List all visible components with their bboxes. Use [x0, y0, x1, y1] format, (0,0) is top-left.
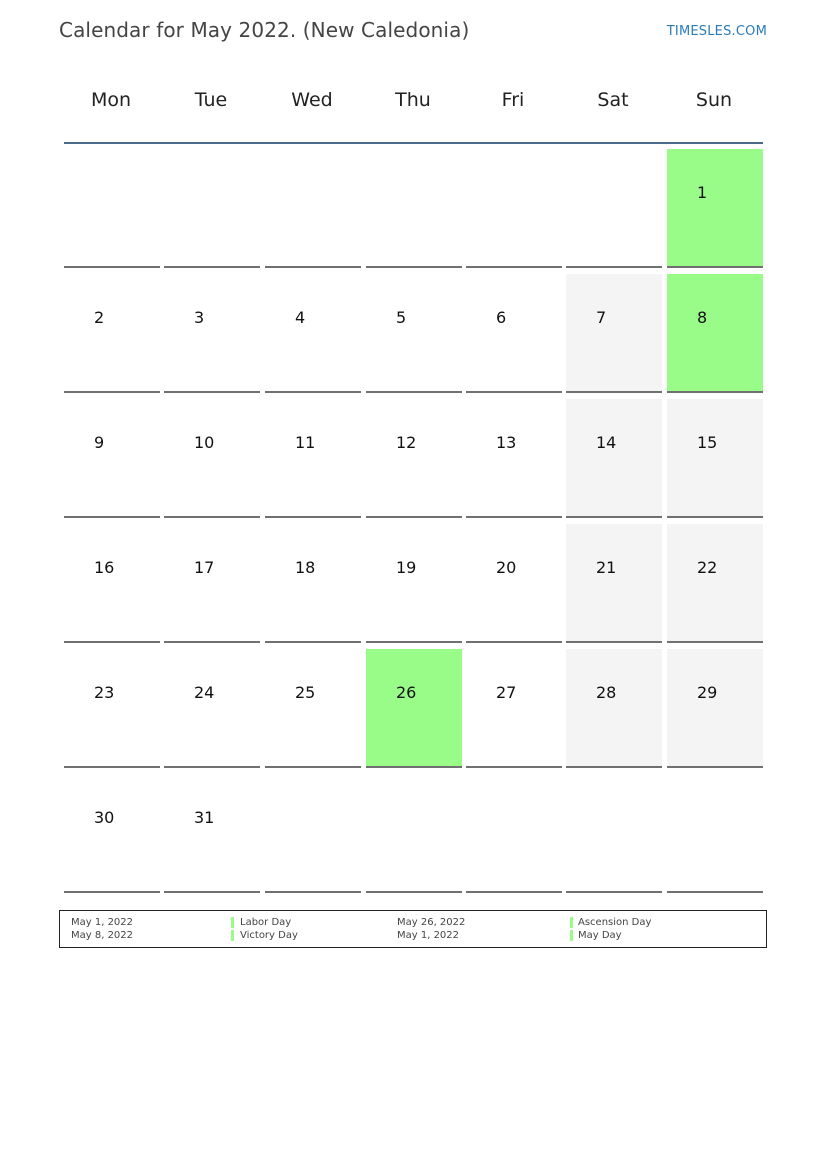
calendar-day-cell [164, 649, 260, 768]
day-number: 16 [94, 558, 115, 577]
legend-date: May 8, 2022 [71, 930, 134, 941]
legend-holiday-name: Labor Day [240, 917, 292, 928]
holiday-legend [59, 910, 767, 948]
calendar-day-cell [366, 524, 462, 643]
day-number: 19 [396, 558, 417, 577]
day-number: 26 [396, 683, 417, 702]
calendar-day-cell [265, 399, 361, 518]
day-number: 18 [295, 558, 316, 577]
day-number: 15 [697, 433, 718, 452]
day-number: 8 [697, 308, 708, 327]
weekday-header [63, 89, 763, 119]
legend-color-bar [570, 930, 573, 941]
day-number: 6 [496, 308, 507, 327]
calendar-day-cell [366, 649, 462, 768]
day-number: 9 [94, 433, 105, 452]
calendar-day-cell [366, 399, 462, 518]
calendar-day-cell [466, 399, 562, 518]
legend-color-bar [570, 917, 573, 928]
day-number: 2 [94, 308, 105, 327]
calendar-day-cell [64, 399, 160, 518]
day-number: 25 [295, 683, 316, 702]
legend-color-bar [231, 930, 234, 941]
calendar-empty-cell [265, 774, 361, 893]
calendar-day-cell [667, 524, 763, 643]
weekday-sun: Sun [695, 89, 733, 111]
calendar-day-cell [667, 649, 763, 768]
day-number: 1 [697, 183, 708, 202]
calendar-day-cell [566, 649, 662, 768]
day-number: 24 [194, 683, 215, 702]
calendar-day-cell [566, 399, 662, 518]
calendar-day-cell [566, 274, 662, 393]
weekday-thu: Thu [395, 89, 431, 111]
legend-date: May 1, 2022 [397, 930, 460, 941]
calendar-day-cell [667, 399, 763, 518]
day-number: 30 [94, 808, 115, 827]
calendar-day-cell [164, 524, 260, 643]
calendar-day-cell [64, 774, 160, 893]
calendar-empty-cell [64, 149, 160, 268]
calendar-empty-cell [164, 149, 260, 268]
day-number: 22 [697, 558, 718, 577]
day-number: 14 [596, 433, 617, 452]
weekday-wed: Wed [291, 89, 333, 111]
day-number: 11 [295, 433, 316, 452]
calendar-day-cell [466, 649, 562, 768]
calendar-empty-cell [667, 774, 763, 893]
calendar-empty-cell [466, 149, 562, 268]
calendar-day-cell [466, 274, 562, 393]
calendar-day-cell [64, 274, 160, 393]
calendar-day-cell [566, 524, 662, 643]
day-number: 27 [496, 683, 517, 702]
day-number: 23 [94, 683, 115, 702]
weekday-fri: Fri [501, 89, 525, 111]
site-link[interactable]: TIMESLES.COM [666, 24, 767, 39]
day-number: 10 [194, 433, 215, 452]
weekday-tue: Tue [194, 89, 228, 111]
calendar-day-cell [164, 399, 260, 518]
day-number: 4 [295, 308, 306, 327]
calendar-day-cell [667, 274, 763, 393]
legend-holiday-name: Ascension Day [578, 917, 652, 928]
day-number: 20 [496, 558, 517, 577]
day-number: 12 [396, 433, 417, 452]
calendar-day-cell [164, 774, 260, 893]
calendar-empty-cell [466, 774, 562, 893]
legend-color-bar [231, 917, 234, 928]
day-number: 13 [496, 433, 517, 452]
calendar-day-cell [265, 524, 361, 643]
weekday-mon: Mon [90, 89, 132, 111]
day-number: 28 [596, 683, 617, 702]
calendar-day-cell [466, 524, 562, 643]
day-number: 31 [194, 808, 215, 827]
day-number: 17 [194, 558, 215, 577]
calendar-empty-cell [265, 149, 361, 268]
legend-holiday-name: May Day [578, 930, 622, 941]
calendar-empty-cell [566, 149, 662, 268]
calendar-day-cell [265, 274, 361, 393]
legend-holiday-name: Victory Day [240, 930, 298, 941]
legend-date: May 1, 2022 [71, 917, 134, 928]
calendar-empty-cell [366, 149, 462, 268]
page-title: Calendar for May 2022. (New Caledonia) [59, 18, 470, 42]
day-number: 5 [396, 308, 407, 327]
calendar-day-cell [366, 274, 462, 393]
calendar-empty-cell [366, 774, 462, 893]
header-divider [64, 142, 763, 144]
legend-date: May 26, 2022 [397, 917, 466, 928]
day-number: 21 [596, 558, 617, 577]
calendar-day-cell [265, 649, 361, 768]
calendar-day-cell [667, 149, 763, 268]
day-number: 7 [596, 308, 607, 327]
day-number: 3 [194, 308, 205, 327]
calendar-day-cell [164, 274, 260, 393]
weekday-sat: Sat [597, 89, 629, 111]
day-number: 29 [697, 683, 718, 702]
calendar-empty-cell [566, 774, 662, 893]
calendar-day-cell [64, 649, 160, 768]
calendar-day-cell [64, 524, 160, 643]
